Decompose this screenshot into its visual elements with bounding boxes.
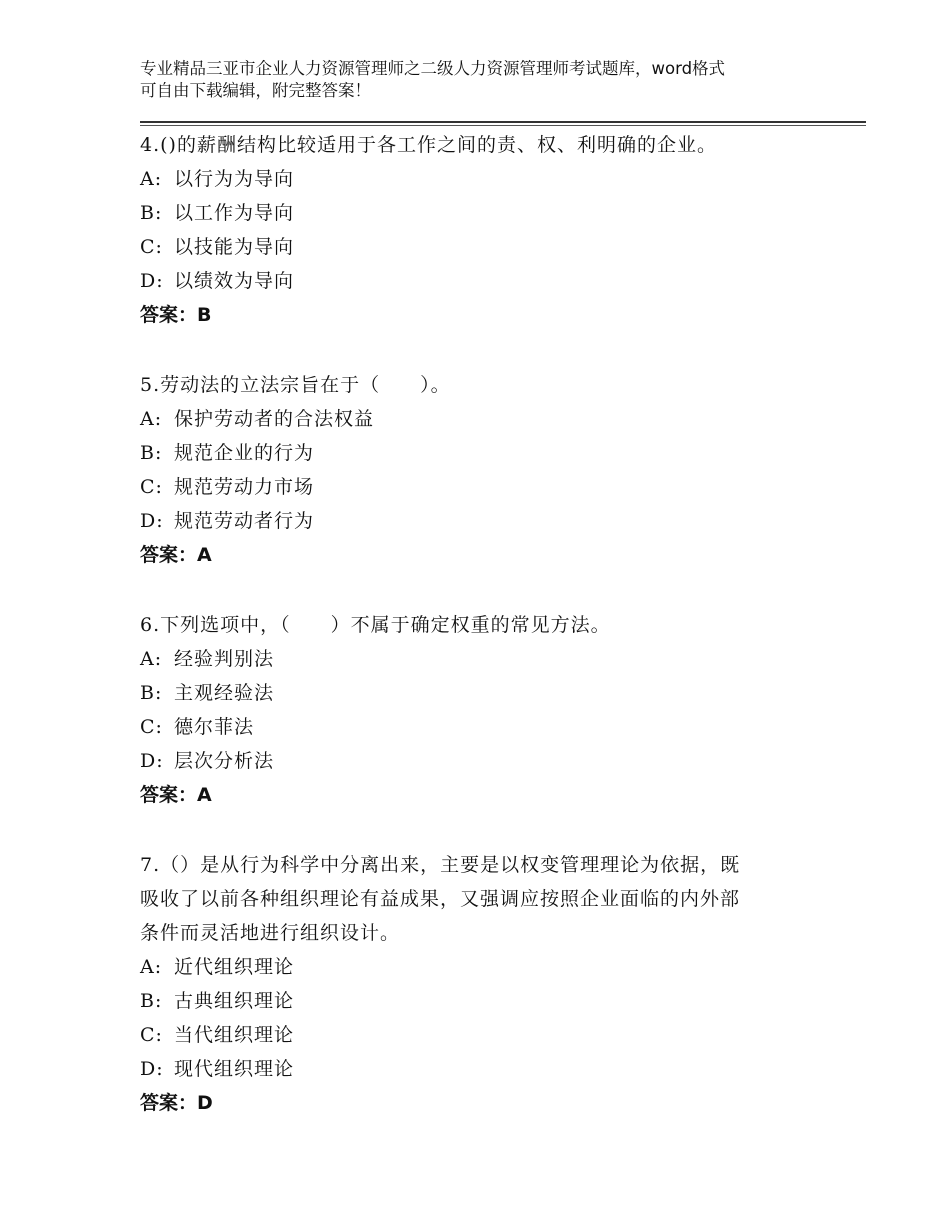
question-5 — [140, 368, 866, 572]
header-line-1: 专业精品三亚市企业人力资源管理师之二级人力资源管理师考试题库，word格式 — [140, 59, 726, 78]
option-letter: B: — [140, 990, 163, 1012]
option-c — [140, 1018, 866, 1052]
option-c — [140, 230, 866, 264]
option-b — [140, 196, 866, 230]
option-b — [140, 436, 866, 470]
option-text: 经验判别法 — [174, 648, 275, 670]
question-stem: 5.劳动法的立法宗旨在于（ ）。 — [140, 374, 451, 396]
question-stem: 4.()的薪酬结构比较适用于各工作之间的责、权、利明确的企业。 — [140, 134, 717, 156]
question-stem: 6.下列选项中，（ ）不属于确定权重的常见方法。 — [140, 614, 611, 636]
option-text: 保护劳动者的合法权益 — [174, 408, 375, 430]
answer-label: 答案：B — [140, 304, 212, 326]
option-text: 以工作为导向 — [174, 202, 295, 224]
option-text: 规范劳动力市场 — [174, 476, 315, 498]
option-d — [140, 504, 866, 538]
option-letter: C: — [140, 236, 163, 258]
option-a — [140, 162, 866, 196]
question-spacer — [140, 812, 866, 848]
question-7 — [140, 848, 866, 1120]
option-letter: B: — [140, 682, 163, 704]
answer-label: 答案：D — [140, 1092, 213, 1114]
option-letter: D: — [140, 1058, 164, 1080]
option-letter: B: — [140, 202, 163, 224]
option-letter: A: — [140, 408, 163, 430]
option-text: 当代组织理论 — [174, 1024, 295, 1046]
header-rule-thick — [140, 121, 866, 123]
option-d — [140, 1052, 866, 1086]
option-text: 层次分析法 — [174, 750, 275, 772]
option-letter: D: — [140, 510, 164, 532]
question-spacer — [140, 332, 866, 368]
question-stem-line-3: 条件而灵活地进行组织设计。 — [140, 922, 401, 944]
option-text: 规范劳动者行为 — [174, 510, 315, 532]
question-list — [140, 128, 866, 1120]
answer-label: 答案：A — [140, 784, 212, 806]
option-a — [140, 402, 866, 436]
option-b — [140, 676, 866, 710]
option-text: 以绩效为导向 — [174, 270, 295, 292]
question-stem-line-2: 吸收了以前各种组织理论有益成果，又强调应按照企业面临的内外部 — [140, 888, 741, 910]
option-text: 近代组织理论 — [174, 956, 295, 978]
question-4 — [140, 128, 866, 332]
option-letter: C: — [140, 476, 163, 498]
option-letter: D: — [140, 270, 164, 292]
option-letter: A: — [140, 648, 163, 670]
option-text: 以技能为导向 — [174, 236, 295, 258]
option-letter: A: — [140, 168, 163, 190]
option-text: 以行为为导向 — [174, 168, 295, 190]
question-6 — [140, 608, 866, 812]
option-c — [140, 470, 866, 504]
option-text: 主观经验法 — [174, 682, 275, 704]
option-d — [140, 744, 866, 778]
option-text: 德尔菲法 — [174, 716, 255, 738]
document-header — [140, 58, 840, 102]
option-d — [140, 264, 866, 298]
option-letter: A: — [140, 956, 163, 978]
option-letter: B: — [140, 442, 163, 464]
option-text: 古典组织理论 — [174, 990, 295, 1012]
option-text: 规范企业的行为 — [174, 442, 315, 464]
option-letter: D: — [140, 750, 164, 772]
answer-label: 答案：A — [140, 544, 212, 566]
option-c — [140, 710, 866, 744]
option-a — [140, 950, 866, 984]
option-b — [140, 984, 866, 1018]
header-rule-thin — [140, 125, 866, 126]
question-stem-line-1: 7.（）是从行为科学中分离出来，主要是以权变管理理论为依据，既 — [140, 854, 741, 876]
question-spacer — [140, 572, 866, 608]
option-text: 现代组织理论 — [174, 1058, 295, 1080]
header-line-2: 可自由下载编辑，附完整答案！ — [140, 81, 371, 100]
option-letter: C: — [140, 716, 163, 738]
option-a — [140, 642, 866, 676]
option-letter: C: — [140, 1024, 163, 1046]
